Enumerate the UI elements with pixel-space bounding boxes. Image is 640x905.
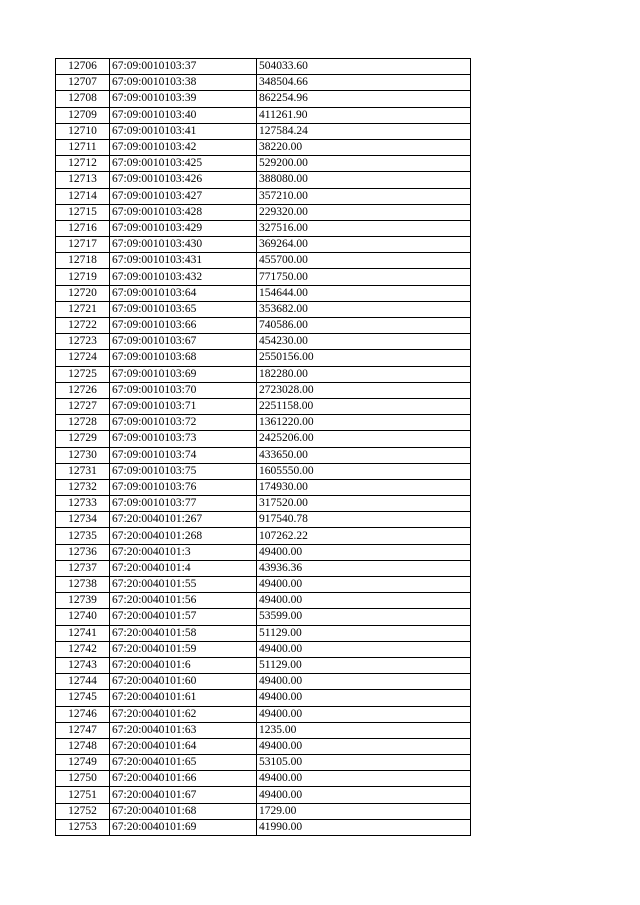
value-cell: 49400.00 — [257, 593, 471, 609]
cadastral-number-cell: 67:09:0010103:431 — [110, 253, 257, 269]
row-number-cell: 12708 — [56, 91, 110, 107]
cadastral-number-cell: 67:09:0010103:66 — [110, 318, 257, 334]
cadastral-number-cell: 67:09:0010103:430 — [110, 237, 257, 253]
value-cell: 862254.96 — [257, 91, 471, 107]
row-number-cell: 12752 — [56, 803, 110, 819]
row-number-cell: 12714 — [56, 188, 110, 204]
cadastral-number-cell: 67:20:0040101:66 — [110, 771, 257, 787]
table-row — [56, 738, 471, 754]
row-number-cell: 12727 — [56, 398, 110, 414]
row-number-cell: 12707 — [56, 75, 110, 91]
row-number-cell: 12734 — [56, 512, 110, 528]
row-number-cell: 12751 — [56, 787, 110, 803]
row-number-cell: 12723 — [56, 334, 110, 350]
table-row — [56, 301, 471, 317]
row-number-cell: 12712 — [56, 156, 110, 172]
table-row — [56, 204, 471, 220]
value-cell: 49400.00 — [257, 771, 471, 787]
cadastral-number-cell: 67:09:0010103:427 — [110, 188, 257, 204]
row-number-cell: 12753 — [56, 819, 110, 835]
row-number-cell: 12732 — [56, 479, 110, 495]
row-number-cell: 12747 — [56, 722, 110, 738]
row-number-cell: 12743 — [56, 657, 110, 673]
row-number-cell: 12709 — [56, 107, 110, 123]
row-number-cell: 12726 — [56, 382, 110, 398]
value-cell: 327516.00 — [257, 220, 471, 236]
cadastral-number-cell: 67:09:0010103:65 — [110, 301, 257, 317]
row-number-cell: 12728 — [56, 415, 110, 431]
value-cell: 1729.00 — [257, 803, 471, 819]
row-number-cell: 12735 — [56, 528, 110, 544]
cadastral-number-cell: 67:20:0040101:268 — [110, 528, 257, 544]
row-number-cell: 12724 — [56, 350, 110, 366]
table-row — [56, 107, 471, 123]
table-row — [56, 123, 471, 139]
cadastral-number-cell: 67:09:0010103:425 — [110, 156, 257, 172]
cadastral-number-cell: 67:20:0040101:267 — [110, 512, 257, 528]
table-row — [56, 771, 471, 787]
table-row — [56, 706, 471, 722]
value-cell: 43936.36 — [257, 560, 471, 576]
cadastral-number-cell: 67:09:0010103:64 — [110, 285, 257, 301]
row-number-cell: 12745 — [56, 690, 110, 706]
row-number-cell: 12750 — [56, 771, 110, 787]
row-number-cell: 12730 — [56, 447, 110, 463]
row-number-cell: 12717 — [56, 237, 110, 253]
cadastral-number-cell: 67:20:0040101:57 — [110, 609, 257, 625]
cadastral-number-cell: 67:09:0010103:70 — [110, 382, 257, 398]
value-cell: 49400.00 — [257, 674, 471, 690]
cadastral-number-cell: 67:09:0010103:71 — [110, 398, 257, 414]
row-number-cell: 12725 — [56, 366, 110, 382]
cadastral-number-cell: 67:09:0010103:37 — [110, 59, 257, 75]
table-row — [56, 237, 471, 253]
table-row — [56, 755, 471, 771]
cadastral-number-cell: 67:09:0010103:426 — [110, 172, 257, 188]
cadastral-number-cell: 67:20:0040101:3 — [110, 544, 257, 560]
cadastral-number-cell: 67:09:0010103:72 — [110, 415, 257, 431]
row-number-cell: 12713 — [56, 172, 110, 188]
table-row — [56, 285, 471, 301]
table-row — [56, 803, 471, 819]
value-cell: 182280.00 — [257, 366, 471, 382]
cadastral-value-table — [55, 58, 471, 836]
value-cell: 740586.00 — [257, 318, 471, 334]
row-number-cell: 12715 — [56, 204, 110, 220]
table-row — [56, 544, 471, 560]
cadastral-number-cell: 67:20:0040101:4 — [110, 560, 257, 576]
value-cell: 433650.00 — [257, 447, 471, 463]
value-cell: 154644.00 — [257, 285, 471, 301]
value-cell: 2723028.00 — [257, 382, 471, 398]
row-number-cell: 12711 — [56, 139, 110, 155]
value-cell: 49400.00 — [257, 787, 471, 803]
cadastral-number-cell: 67:09:0010103:40 — [110, 107, 257, 123]
table-row — [56, 59, 471, 75]
table-row — [56, 787, 471, 803]
cadastral-number-cell: 67:20:0040101:58 — [110, 625, 257, 641]
table-row — [56, 366, 471, 382]
value-cell: 1361220.00 — [257, 415, 471, 431]
row-number-cell: 12716 — [56, 220, 110, 236]
row-number-cell: 12718 — [56, 253, 110, 269]
value-cell: 357210.00 — [257, 188, 471, 204]
value-cell: 51129.00 — [257, 657, 471, 673]
table-row — [56, 253, 471, 269]
row-number-cell: 12740 — [56, 609, 110, 625]
row-number-cell: 12741 — [56, 625, 110, 641]
value-cell: 771750.00 — [257, 269, 471, 285]
cadastral-number-cell: 67:20:0040101:6 — [110, 657, 257, 673]
row-number-cell: 12710 — [56, 123, 110, 139]
cadastral-number-cell: 67:20:0040101:67 — [110, 787, 257, 803]
table-row — [56, 593, 471, 609]
table-row — [56, 577, 471, 593]
value-cell: 49400.00 — [257, 738, 471, 754]
table-row — [56, 447, 471, 463]
value-cell: 38220.00 — [257, 139, 471, 155]
cadastral-number-cell: 67:20:0040101:60 — [110, 674, 257, 690]
table-row — [56, 641, 471, 657]
row-number-cell: 12736 — [56, 544, 110, 560]
value-cell: 353682.00 — [257, 301, 471, 317]
row-number-cell: 12720 — [56, 285, 110, 301]
table-row — [56, 463, 471, 479]
table-body — [56, 59, 471, 836]
table-row — [56, 75, 471, 91]
value-cell: 127584.24 — [257, 123, 471, 139]
table-row — [56, 819, 471, 835]
table-row — [56, 674, 471, 690]
table-row — [56, 609, 471, 625]
table-row — [56, 690, 471, 706]
value-cell: 2550156.00 — [257, 350, 471, 366]
table-row — [56, 625, 471, 641]
value-cell: 49400.00 — [257, 706, 471, 722]
value-cell: 49400.00 — [257, 641, 471, 657]
cadastral-number-cell: 67:20:0040101:55 — [110, 577, 257, 593]
table-row — [56, 479, 471, 495]
cadastral-number-cell: 67:20:0040101:62 — [110, 706, 257, 722]
table-row — [56, 512, 471, 528]
cadastral-number-cell: 67:09:0010103:432 — [110, 269, 257, 285]
value-cell: 107262.22 — [257, 528, 471, 544]
value-cell: 454230.00 — [257, 334, 471, 350]
row-number-cell: 12729 — [56, 431, 110, 447]
table-row — [56, 139, 471, 155]
table-row — [56, 318, 471, 334]
cadastral-number-cell: 67:09:0010103:429 — [110, 220, 257, 236]
row-number-cell: 12749 — [56, 755, 110, 771]
table-row — [56, 156, 471, 172]
cadastral-number-cell: 67:20:0040101:59 — [110, 641, 257, 657]
row-number-cell: 12744 — [56, 674, 110, 690]
cadastral-number-cell: 67:20:0040101:64 — [110, 738, 257, 754]
table-row — [56, 657, 471, 673]
value-cell: 53105.00 — [257, 755, 471, 771]
cadastral-number-cell: 67:20:0040101:68 — [110, 803, 257, 819]
table-row — [56, 722, 471, 738]
value-cell: 2251158.00 — [257, 398, 471, 414]
value-cell: 917540.78 — [257, 512, 471, 528]
cadastral-number-cell: 67:09:0010103:38 — [110, 75, 257, 91]
row-number-cell: 12733 — [56, 496, 110, 512]
table-row — [56, 350, 471, 366]
value-cell: 53599.00 — [257, 609, 471, 625]
cadastral-number-cell: 67:09:0010103:73 — [110, 431, 257, 447]
value-cell: 455700.00 — [257, 253, 471, 269]
table-row — [56, 560, 471, 576]
cadastral-number-cell: 67:09:0010103:42 — [110, 139, 257, 155]
row-number-cell: 12737 — [56, 560, 110, 576]
value-cell: 41990.00 — [257, 819, 471, 835]
row-number-cell: 12721 — [56, 301, 110, 317]
cadastral-number-cell: 67:09:0010103:67 — [110, 334, 257, 350]
value-cell: 348504.66 — [257, 75, 471, 91]
cadastral-number-cell: 67:09:0010103:41 — [110, 123, 257, 139]
table-row — [56, 269, 471, 285]
table-row — [56, 528, 471, 544]
value-cell: 2425206.00 — [257, 431, 471, 447]
value-cell: 51129.00 — [257, 625, 471, 641]
table-row — [56, 382, 471, 398]
table-row — [56, 496, 471, 512]
value-cell: 388080.00 — [257, 172, 471, 188]
row-number-cell: 12731 — [56, 463, 110, 479]
value-cell: 49400.00 — [257, 690, 471, 706]
table-row — [56, 415, 471, 431]
cadastral-number-cell: 67:09:0010103:77 — [110, 496, 257, 512]
table-row — [56, 398, 471, 414]
value-cell: 49400.00 — [257, 544, 471, 560]
value-cell: 1235.00 — [257, 722, 471, 738]
table-row — [56, 188, 471, 204]
cadastral-number-cell: 67:09:0010103:428 — [110, 204, 257, 220]
cadastral-number-cell: 67:20:0040101:65 — [110, 755, 257, 771]
table-row — [56, 220, 471, 236]
row-number-cell: 12738 — [56, 577, 110, 593]
cadastral-number-cell: 67:09:0010103:74 — [110, 447, 257, 463]
row-number-cell: 12748 — [56, 738, 110, 754]
value-cell: 411261.90 — [257, 107, 471, 123]
value-cell: 529200.00 — [257, 156, 471, 172]
value-cell: 174930.00 — [257, 479, 471, 495]
value-cell: 49400.00 — [257, 577, 471, 593]
table-row — [56, 91, 471, 107]
value-cell: 504033.60 — [257, 59, 471, 75]
row-number-cell: 12719 — [56, 269, 110, 285]
table-row — [56, 172, 471, 188]
row-number-cell: 12746 — [56, 706, 110, 722]
row-number-cell: 12739 — [56, 593, 110, 609]
cadastral-number-cell: 67:20:0040101:61 — [110, 690, 257, 706]
row-number-cell: 12706 — [56, 59, 110, 75]
cadastral-number-cell: 67:09:0010103:68 — [110, 350, 257, 366]
cadastral-number-cell: 67:09:0010103:76 — [110, 479, 257, 495]
value-cell: 317520.00 — [257, 496, 471, 512]
value-cell: 1605550.00 — [257, 463, 471, 479]
value-cell: 369264.00 — [257, 237, 471, 253]
table-row — [56, 334, 471, 350]
cadastral-number-cell: 67:20:0040101:69 — [110, 819, 257, 835]
row-number-cell: 12722 — [56, 318, 110, 334]
value-cell: 229320.00 — [257, 204, 471, 220]
table-row — [56, 431, 471, 447]
row-number-cell: 12742 — [56, 641, 110, 657]
cadastral-number-cell: 67:09:0010103:39 — [110, 91, 257, 107]
cadastral-number-cell: 67:20:0040101:56 — [110, 593, 257, 609]
cadastral-number-cell: 67:09:0010103:75 — [110, 463, 257, 479]
cadastral-number-cell: 67:09:0010103:69 — [110, 366, 257, 382]
cadastral-number-cell: 67:20:0040101:63 — [110, 722, 257, 738]
